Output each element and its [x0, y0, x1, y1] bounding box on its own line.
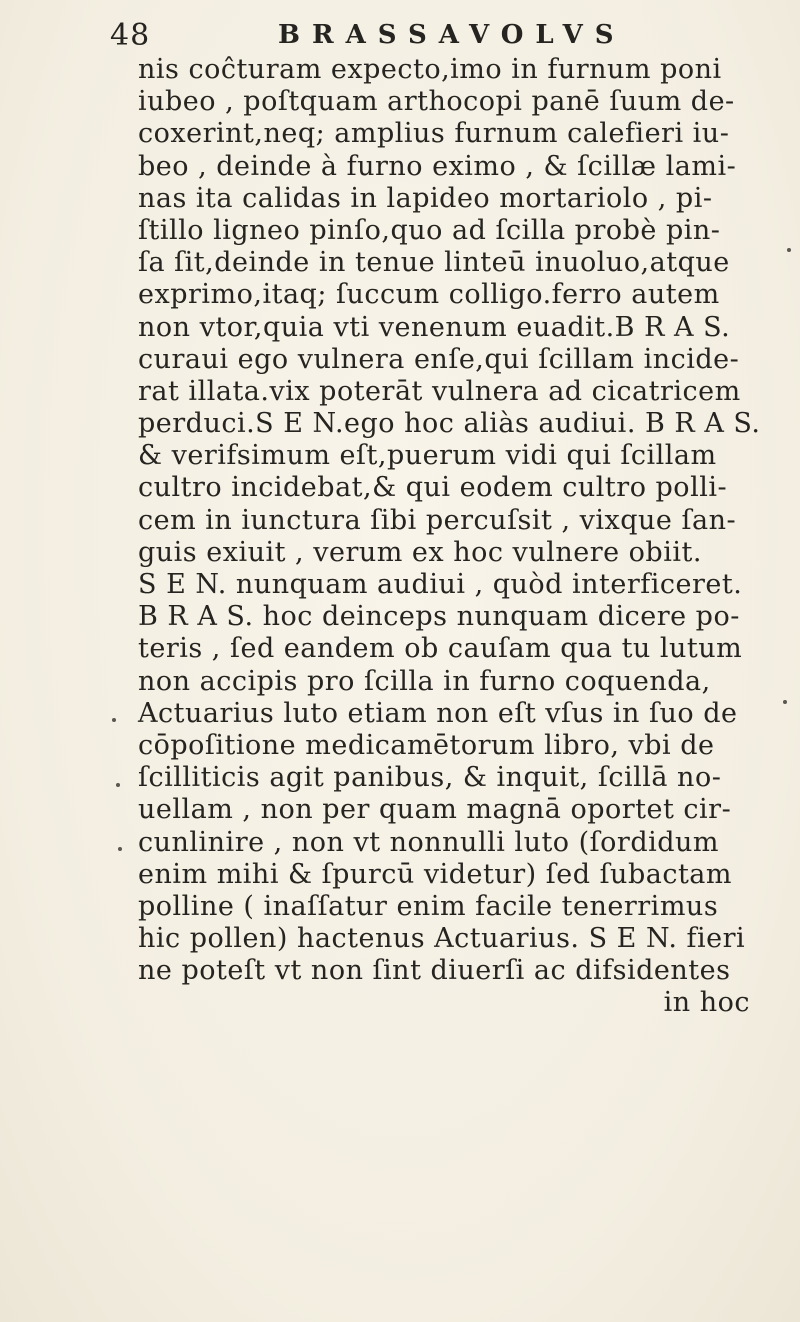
text-line: teris , ſed eandem ob cauſam qua tu lutum — [138, 633, 743, 665]
text-line: ſa ſit,deinde in tenue linteū inuoluo,atque — [138, 247, 730, 279]
page-number: 48 — [110, 18, 151, 53]
text-line: S E N. nunquam audiui , quòd interficeret. — [138, 569, 743, 600]
margin-mark — [116, 783, 120, 787]
text-line: rat illata.vix poterāt vulnera ad cicatricem — [138, 375, 741, 407]
text-line: exprimo,itaq; ſuccum colligo.ferro autem — [138, 279, 720, 311]
text-line: cultro incidebat,& qui eodem cultro polli- — [138, 472, 728, 504]
text-line: B R A S. hoc deinceps nunquam dicere po- — [138, 601, 740, 633]
text-line: guis exiuit , verum ex hoc vulnere obiit. — [138, 536, 702, 568]
text-line: ſcilliticis agit panibus, & inquit, ſcillā no- — [138, 762, 722, 794]
margin-mark — [787, 248, 791, 252]
margin-mark — [783, 700, 787, 704]
text-line: hic pollen) hactenus Actuarius. S E N. fieri — [138, 923, 746, 955]
text-line: cunlinire , non vt nonnulli luto (ſordidum — [138, 826, 720, 858]
page-header — [110, 14, 750, 54]
margin-mark — [112, 718, 116, 722]
text-line: cem in iunctura ſibi percuſsit , vixque ſan- — [138, 504, 737, 536]
text-line: enim mihi & ſpurcū videtur) ſed ſubactam — [138, 858, 733, 890]
running-head: BRASSAVOLVS — [278, 20, 626, 50]
text-line: ne poteſt vt non ſint diuerſi ac difsidentes — [138, 955, 731, 987]
text-line: ſtillo ligneo pinſo,quo ad ſcilla probè pin- — [138, 214, 721, 246]
body-text — [138, 54, 778, 1020]
text-line: beo , deinde à furno eximo , & ſcillæ lami- — [138, 150, 737, 182]
text-line: coxerint,neq; amplius furnum calefieri iu- — [138, 118, 730, 150]
text-line: cōpoſitione medicamētorum libro, vbi de — [138, 729, 715, 761]
text-line: non vtor,quia vti venenum euadit.B R A S. — [138, 311, 731, 343]
text-line: curaui ego vulnera enſe,qui ſcillam incide- — [138, 343, 740, 375]
text-line: nas ita calidas in lapideo mortariolo , pi- — [138, 182, 713, 214]
text-line: & verifsimum eſt,puerum vidi qui ſcillam — [138, 440, 717, 472]
catchword: in hoc — [663, 987, 750, 1019]
text-line: uellam , non per quam magnā oportet cir- — [138, 794, 732, 826]
margin-mark — [118, 847, 122, 851]
text-line: polline ( inaſſatur enim facile tenerrimus — [138, 890, 719, 922]
text-line: Actuarius luto etiam non eſt vſus in ſuo de — [138, 697, 738, 729]
text-line: perduci.S E N.ego hoc aliàs audiui. B R A S. — [138, 408, 761, 440]
text-line: nis coĉturam expecto,imo in furnum poni — [138, 54, 722, 85]
text-line: iubeo , poſtquam arthocopi panē ſuum de- — [138, 86, 735, 118]
text-line: non accipis pro ſcilla in furno coquenda, — [138, 665, 711, 697]
